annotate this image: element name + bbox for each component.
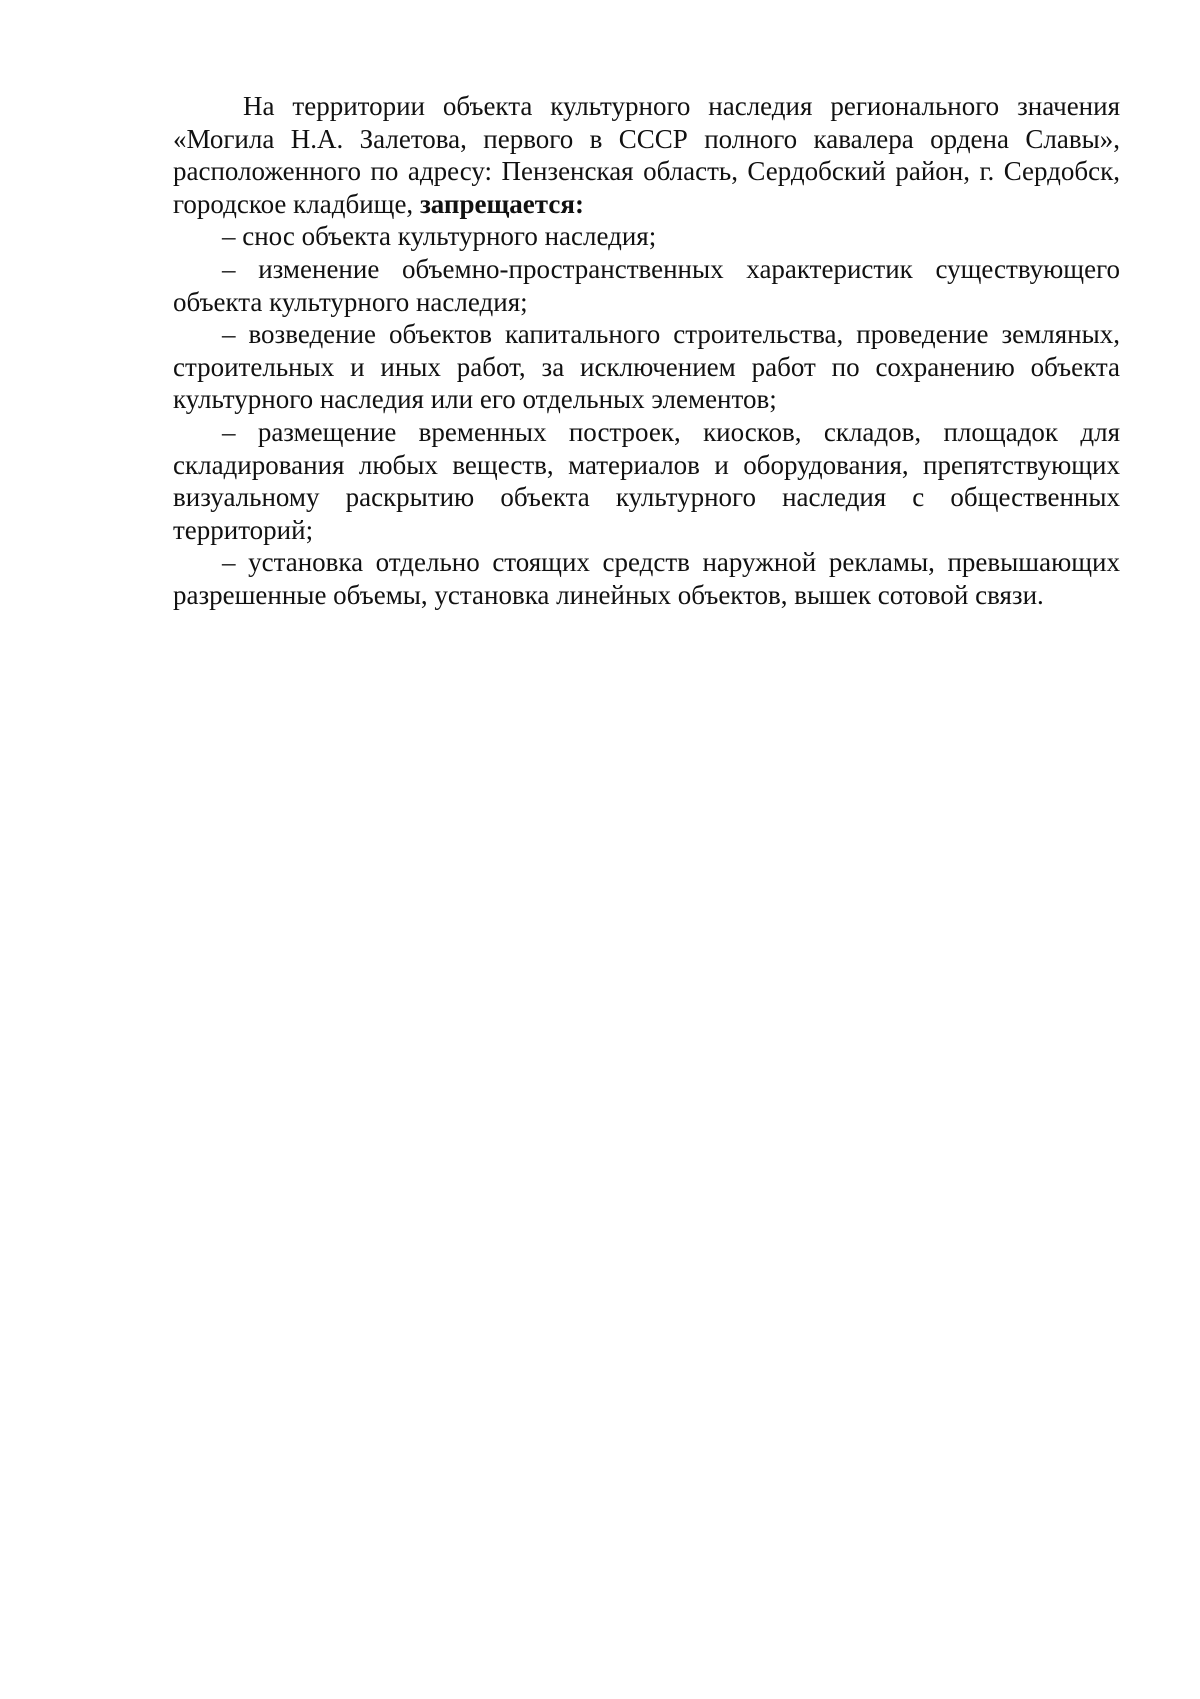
document-body <box>173 90 1120 612</box>
intro-paragraph <box>173 90 1120 220</box>
intro-bold-text: запрещается: <box>419 188 584 219</box>
item-text: размещение временных построек, киосков, складов, площадок для складирования любых веществ, материалов и оборудования, препятствующих визуальному раскрытию объекта культурного наследия с общественных территорий; <box>173 416 1120 545</box>
item-text: снос объекта культурного наследия; <box>235 221 657 252</box>
item-text: возведение объектов капитального строительства, проведение земляных, строительных и иных работ, за исключением работ по сохранению объекта культурного наследия или его отдельных элементов; <box>173 319 1120 415</box>
item-dash: – <box>222 547 236 578</box>
list-item <box>173 318 1120 416</box>
item-text: изменение объемно-пространственных характеристик существующего объекта культурного наследия; <box>173 253 1120 317</box>
item-dash: – <box>222 416 236 447</box>
item-dash: – <box>222 221 236 252</box>
list-item <box>173 253 1120 318</box>
item-dash: – <box>222 319 236 350</box>
list-item <box>173 220 1120 253</box>
intro-text: На территории объекта культурного наследия регионального значения «Могила Н.А. Залетова, первого в СССР полного кавалера ордена Славы», расположенного по адресу: Пензенская область, Сердобский район, г. Сердобск, городское кладбище, <box>173 91 1120 219</box>
item-text: установка отдельно стоящих средств наружной рекламы, превышающих разрешенные объемы, установка линейных объектов, вышек сотовой связи. <box>173 547 1120 610</box>
list-item <box>173 416 1120 546</box>
list-item <box>173 546 1120 611</box>
item-dash: – <box>222 253 236 284</box>
